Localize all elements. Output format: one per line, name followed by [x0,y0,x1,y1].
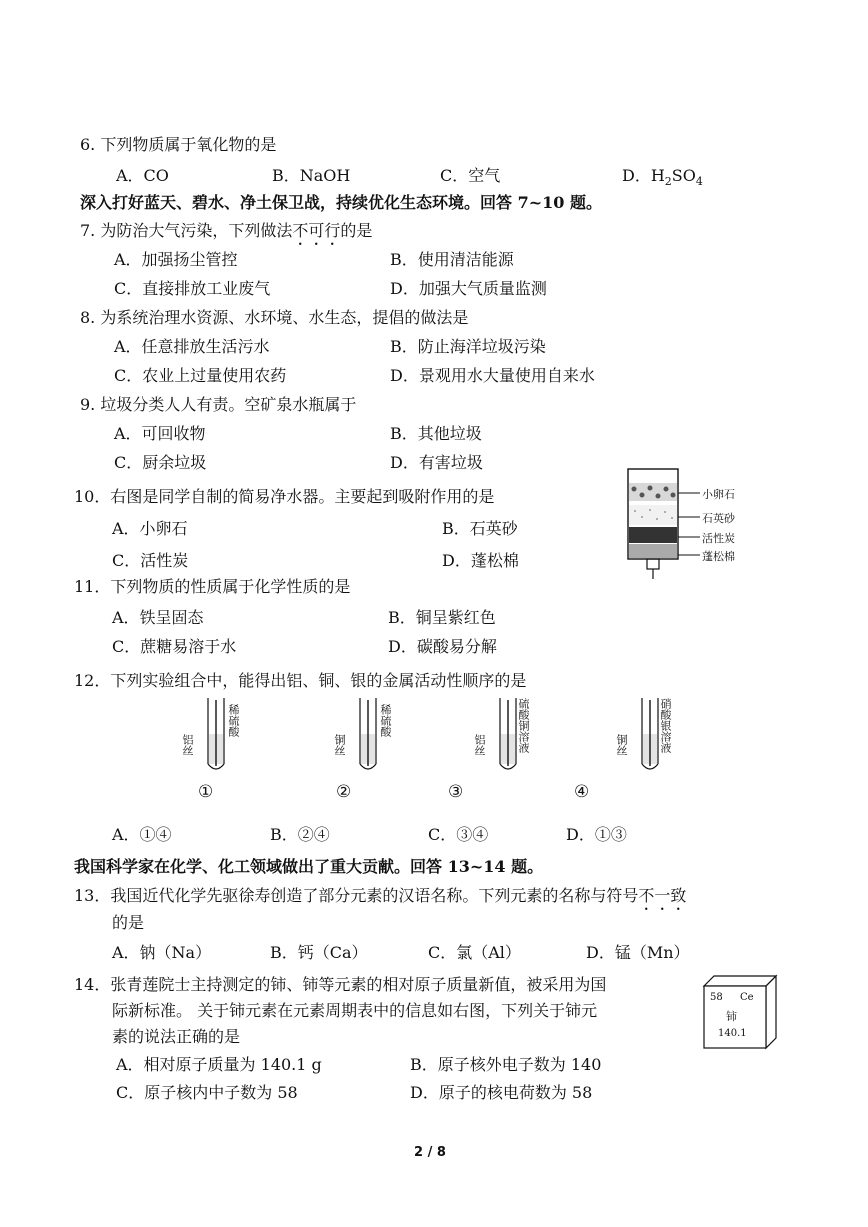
element-atomic-number: 58 [710,992,723,1003]
q12-stem: 12．下列实验组合中，能得出铝、铜、银的金属活动性顺序的是 [74,671,527,690]
q13-option-a: A．钠（Na） [112,943,212,962]
fig-label-activated-carbon: 活性炭 [702,532,735,545]
q11-option-b: B．铜呈紫红色 [388,608,496,627]
q13-option-d: D．锰（Mn） [586,943,690,962]
tube-4-liquid-label: 硝酸银溶液 [659,698,672,753]
q13-stem-end: 的是 [112,913,145,932]
q14-option-a: A．相对原子质量为 140.1 g [116,1055,322,1074]
test-tube-4 [574,698,702,808]
tube-3-liquid-label: 硫酸铜溶液 [517,698,530,753]
periodic-element-tile [700,972,780,1052]
q10-option-c: C．活性炭 [112,551,189,570]
q10-option-a: A．小卵石 [112,519,188,538]
q13-option-b: B．钙（Ca） [270,943,368,962]
tube-3-metal-label: 铝丝 [473,734,486,756]
q7-stem: 7. 为防治大气污染，下列做法不可行的是 [80,221,373,240]
q11-option-c: C．蔗糖易溶于水 [112,637,237,656]
tube-2-metal-label: 铜丝 [333,734,346,756]
q12-option-b: B．②④ [270,825,330,844]
q14-option-d: D．原子的核电荷数为 58 [410,1083,593,1102]
water-purifier-figure [622,465,782,585]
tube-2-liquid-label: 稀硫酸 [379,704,392,737]
element-name: 铈 [726,1010,737,1023]
q14-stem-line-2: 际新标准。 关于铈元素在元素周期表中的信息如右图，下列关于铈元 [112,1001,598,1020]
tube-4-number: ④ [574,782,590,802]
element-cube-icon [700,972,780,1052]
section-intro-7-10: 深入打好蓝天、碧水、净土保卫战，持续优化生态环境。回答 7~10 题。 [80,193,602,212]
q14-stem-line-3: 素的说法正确的是 [112,1027,241,1046]
q9-option-d: D．有害垃圾 [390,453,483,472]
tube-1-number: ① [198,782,214,802]
q12-option-d: D．①③ [566,825,627,844]
q8-option-b: B．防止海洋垃圾污染 [390,337,546,356]
section-intro-13-14: 我国科学家在化学、化工领域做出了重大贡献。回答 13~14 题。 [74,857,544,876]
q11-stem: 11．下列物质的性质属于化学性质的是 [74,577,351,596]
q14-stem-line-1: 14．张青莲院士主持测定的铈、铈等元素的相对原子质量新值，被采用为国 [74,975,607,994]
q11-option-a: A．铁呈固态 [112,608,204,627]
element-symbol: Ce [740,992,754,1003]
page-number: 2 / 8 [414,1145,446,1160]
tube-3-number: ③ [448,782,464,802]
q6-option-a: A．CO [116,166,169,185]
fig-label-quartz-sand: 石英砂 [702,512,735,525]
test-tube-2 [330,698,420,808]
tube-1-metal-label: 铝丝 [181,734,194,756]
test-tube-3 [448,698,560,808]
q6-option-c: C．空气 [440,166,501,185]
q10-option-d: D．蓬松棉 [442,551,519,570]
q10-stem: 10．右图是同学自制的简易净水器。主要起到吸附作用的是 [74,487,495,506]
q6-option-d: D．$H_2SO_4$ [622,166,703,189]
q9-option-c: C．厨余垃圾 [114,453,207,472]
q7-option-b: B．使用清洁能源 [390,250,514,269]
tube-1-liquid-label: 稀硫酸 [227,704,240,737]
q13-stem: 13．我国近代化学先驱徐寿创造了部分元素的汉语名称。下列元素的名称与符号不一致 [74,886,687,905]
q8-option-a: A．任意排放生活污水 [114,337,270,356]
q9-stem: 9. 垃圾分类人人有责。空矿泉水瓶属于 [80,395,357,414]
q8-option-c: C．农业上过量使用农药 [114,366,287,385]
q7-option-a: A．加强扬尘管控 [114,250,238,269]
q14-option-c: C．原子核内中子数为 58 [116,1083,298,1102]
q8-stem: 8. 为系统治理水资源、水环境、水生态，提倡的做法是 [80,308,469,327]
q10-option-b: B．石英砂 [442,519,518,538]
q7-option-d: D．加强大气质量监测 [390,279,547,298]
q12-option-c: C．③④ [428,825,489,844]
q6-option-b: B．NaOH [272,166,351,185]
q6-stem: 6. 下列物质属于氧化物的是 [80,135,277,154]
test-tube-1 [178,698,268,808]
q9-option-a: A．可回收物 [114,424,206,443]
q12-option-a: A．①④ [112,825,172,844]
q13-option-c: C．氯（Al） [428,943,521,962]
q8-option-d: D．景观用水大量使用自来水 [390,366,595,385]
tube-4-metal-label: 铜丝 [615,734,628,756]
q9-option-b: B．其他垃圾 [390,424,482,443]
fig-label-pebbles: 小卵石 [702,488,735,501]
q14-option-b: B．原子核外电子数为 140 [410,1055,602,1074]
element-mass: 140.1 [718,1028,747,1039]
tube-2-number: ② [336,782,352,802]
fig-label-cotton: 蓬松棉 [702,550,735,563]
q7-option-c: C．直接排放工业废气 [114,279,271,298]
q11-option-d: D．碳酸易分解 [388,637,497,656]
